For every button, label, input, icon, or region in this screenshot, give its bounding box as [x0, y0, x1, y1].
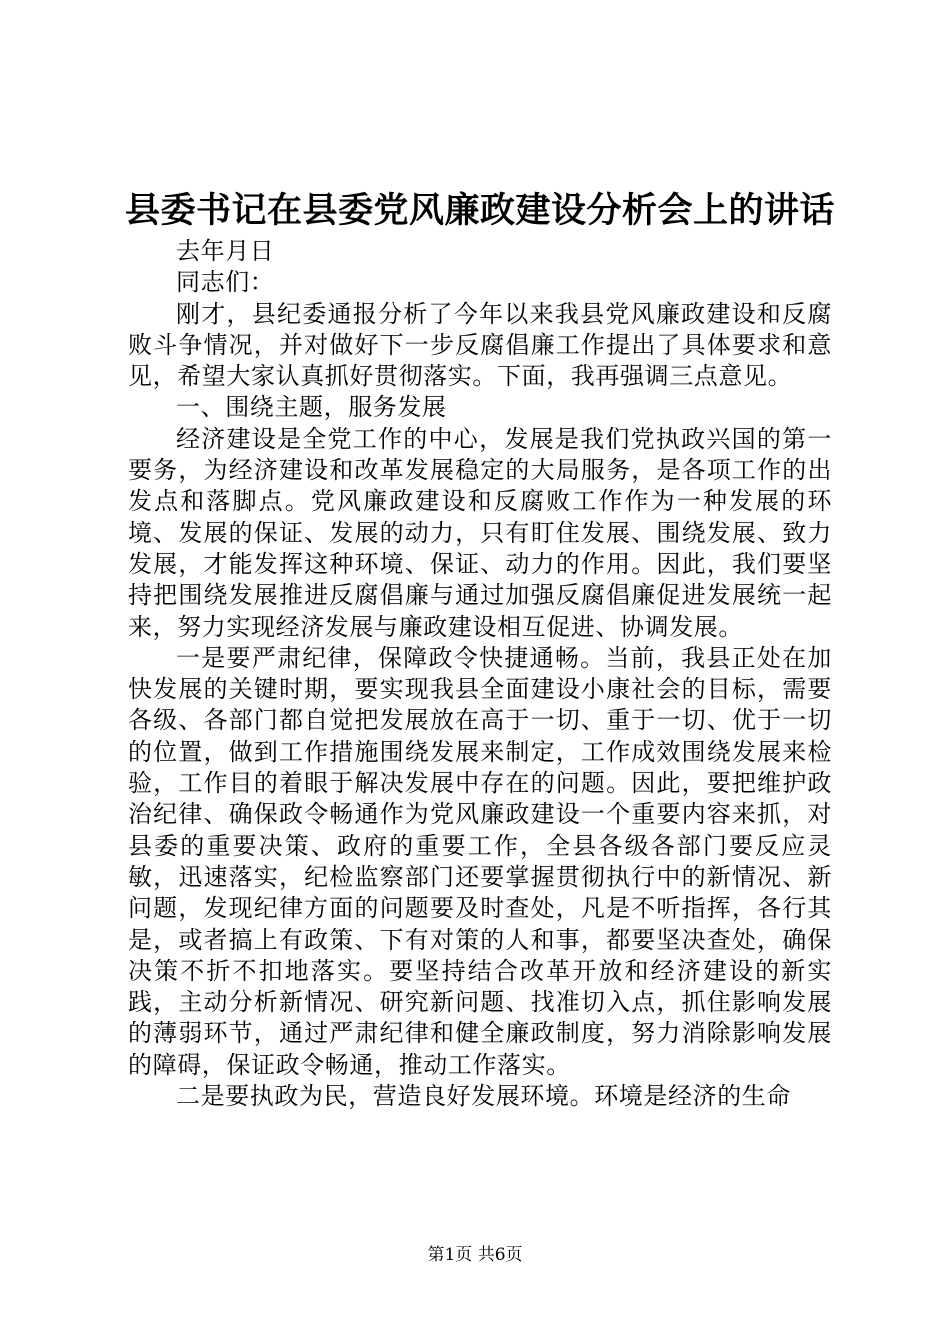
- paragraph: 二是要执政为民，营造良好发展环境。环境是经济的生命: [176, 1082, 791, 1111]
- paragraph: 经济建设是全党工作的中心，发展是我们党执政兴国的第一要务，为经济建设和改革发展稳定的大局服务，是各项工作的出发点和落脚点。党风廉政建设和反腐败工作作为一种发展的环境、发展的保证、发展的动力，只有盯住发展、围绕发展、致力发展，才能发挥这种环境、保证、动力的作用。因此，我们要坚持把围绕发展推进反腐倡廉与通过加强反腐倡廉促进发展统一起来，努力实现经济发展与廉政建设相互促进、协调发展。: [128, 424, 832, 641]
- section-heading: 一、围绕主题，服务发展: [176, 393, 447, 422]
- paragraph: 刚才，县纪委通报分析了今年以来我县党风廉政建设和反腐败斗争情况，并对做好下一步反腐倡廉工作提出了具体要求和意见，希望大家认真抓好贯彻落实。下面，我再强调三点意见。: [128, 299, 832, 391]
- document-body: [128, 236, 832, 1112]
- page-number-footer: 第1页 共6页: [427, 1245, 523, 1265]
- salutation: 同志们：: [176, 268, 275, 297]
- paragraph: 一是要严肃纪律，保障政令快捷通畅。当前，我县正处在加快发展的关键时期，要实现我县全面建设小康社会的目标，需要各级、各部门都自觉把发展放在高于一切、重于一切、优于一切的位置，做到工作措施围绕发展来制定，工作成效围绕发展来检验，工作目的着眼于解决发展中存在的问题。因此，要把维护政治纪律、确保政令畅通作为党风廉政建设一个重要内容来抓，对县委的重要决策、政府的重要工作，全县各级各部门要反应灵敏，迅速落实，纪检监察部门还要掌握贯彻执行中的新情况、新问题，发现纪律方面的问题要及时查处，凡是不听指挥，各行其是，或者搞上有政策、下有对策的人和事，都要坚决查处，确保决策不折不扣地落实。要坚持结合改革开放和经济建设的新实践，主动分析新情况、研究新问题、找准切入点，抓住影响发展的薄弱环节，通过严肃纪律和健全廉政制度，努力消除影响发展的障碍，保证政令畅通，推动工作落实。: [128, 643, 832, 1079]
- date-line: 去年月日: [176, 237, 275, 265]
- document-title: 县委书记在县委党风廉政建设分析会上的讲话: [124, 190, 835, 231]
